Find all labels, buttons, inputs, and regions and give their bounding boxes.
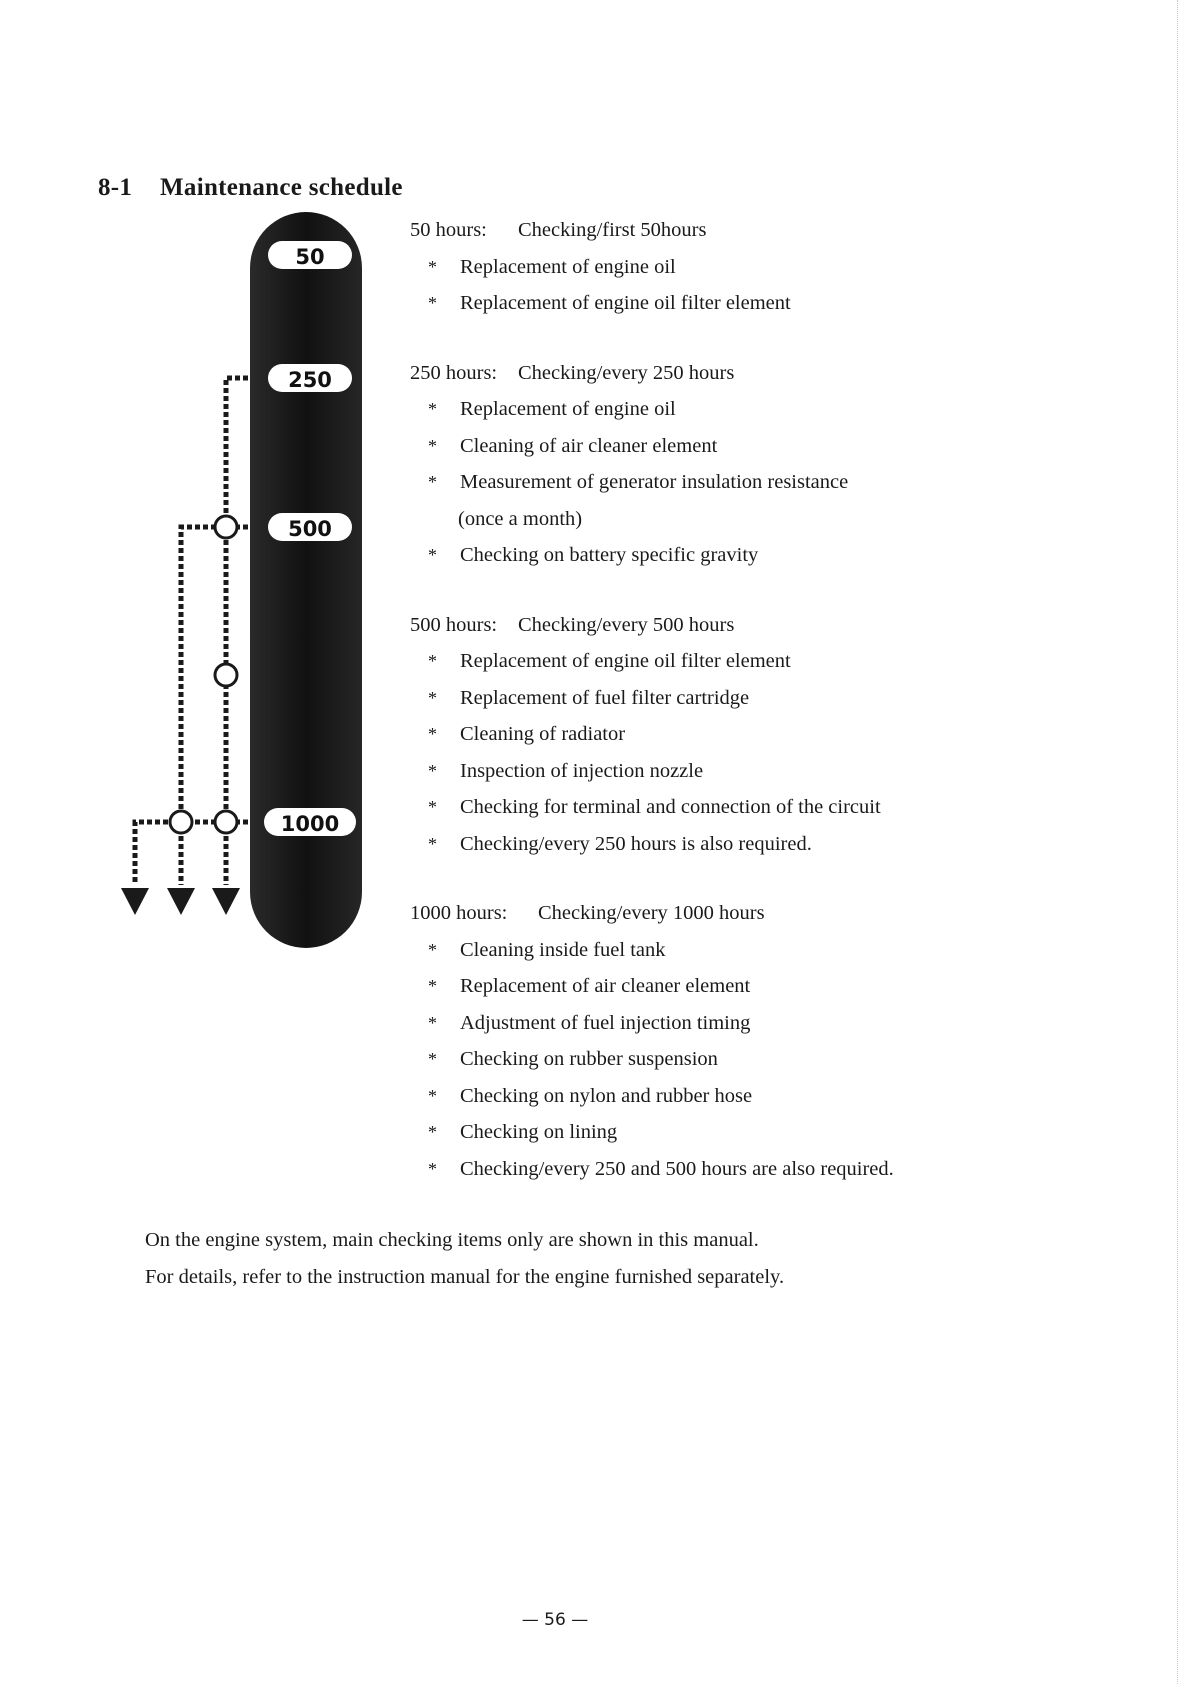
- list-item: * Replacement of engine oil: [428, 255, 676, 278]
- junction-1000-250: [215, 811, 237, 833]
- junction-1000-500: [170, 811, 192, 833]
- connector-500: [181, 527, 248, 885]
- junction-circles: [170, 516, 237, 833]
- marker-1000-label: 1000: [280, 812, 340, 836]
- junction-750-250: [215, 664, 237, 686]
- arrow-down-icon: [121, 888, 149, 915]
- list-item: * Replacement of engine oil: [428, 398, 676, 420]
- list-item: * Cleaning inside fuel tank: [428, 938, 666, 961]
- marker-1000: [264, 808, 356, 836]
- list-item-continuation: (once a month): [458, 507, 583, 530]
- marker-250-label: 250: [288, 368, 332, 392]
- marker-500-label: 500: [288, 517, 332, 541]
- list-item: * Replacement of engine oil filter element: [428, 650, 791, 672]
- marker-50-label: 50: [295, 245, 325, 269]
- section-title: Maintenance schedule: [160, 174, 403, 201]
- page-edge-line: [1176, 0, 1178, 1684]
- list-item: * Inspection of injection nozzle: [428, 759, 704, 782]
- engine-note: [145, 1222, 784, 1296]
- list-item: * Checking on battery specific gravity: [428, 544, 759, 566]
- schedule-500-heading: 500 hours: Checking/every 500 hours: [410, 613, 735, 636]
- junction-500-250: [215, 516, 237, 538]
- list-item: * Checking on lining: [428, 1121, 618, 1143]
- note-line-1: On the engine system, main checking items only are shown in this manual.: [145, 1229, 759, 1251]
- connector-250: [226, 378, 248, 885]
- interval-bar: [250, 212, 362, 948]
- note-line-2: For details, refer to the instruction manual for the engine furnished separately.: [145, 1266, 785, 1288]
- interval-connectors: [135, 378, 248, 885]
- schedule-1000-heading: 1000 hours: Checking/every 1000 hours: [410, 902, 765, 924]
- page-number: — 56 —: [521, 1610, 589, 1630]
- list-item: * Checking/every 250 and 500 hours are also required.: [428, 1157, 894, 1180]
- list-item: * Adjustment of fuel injection timing: [428, 1011, 751, 1034]
- arrow-heads: [121, 888, 240, 915]
- list-item: * Checking on nylon and rubber hose: [428, 1084, 753, 1107]
- list-item: * Cleaning of radiator: [428, 723, 626, 745]
- arrow-down-icon: [212, 888, 240, 915]
- maintenance-interval-diagram: [0, 0, 400, 960]
- schedule-250-heading: 250 hours: Checking/every 250 hours: [410, 361, 735, 384]
- list-item: * Checking/every 250 hours is also required.: [428, 832, 812, 855]
- list-item: * Checking on rubber suspension: [428, 1048, 718, 1070]
- list-item: * Replacement of fuel filter cartridge: [428, 686, 750, 709]
- list-item: * Replacement of air cleaner element: [428, 975, 751, 997]
- schedule-50-heading: 50 hours: Checking/first 50hours: [410, 219, 707, 241]
- list-item: * Checking for terminal and connection of the circuit: [428, 796, 881, 818]
- list-item: * Replacement of engine oil filter element: [428, 292, 791, 314]
- marker-50: [268, 241, 352, 269]
- marker-250: [268, 364, 352, 392]
- section-number: 8-1: [98, 174, 133, 201]
- schedule-list: [410, 212, 1010, 1187]
- list-item: * Measurement of generator insulation resistance: [428, 471, 849, 493]
- marker-500: [268, 513, 352, 541]
- list-item: * Cleaning of air cleaner element: [428, 434, 718, 457]
- arrow-down-icon: [167, 888, 195, 915]
